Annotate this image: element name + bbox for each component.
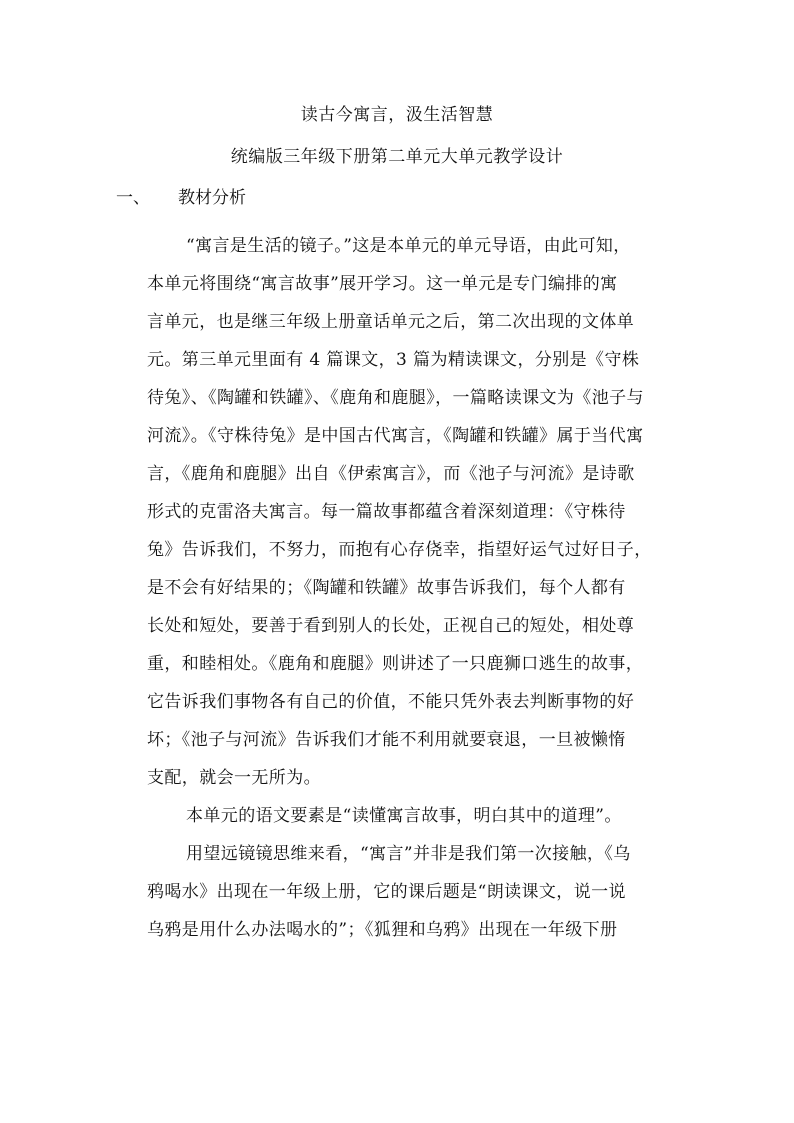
paragraph-line: 重，和睦相处。《鹿角和鹿腿》则讲述了一只鹿狮口逃生的故事， <box>147 654 644 674</box>
paragraph-line: 言单元，也是继三年级上册童话单元之后，第二次出现的文体单 <box>147 312 635 332</box>
paragraph-line: “寓言是生活的镜子。”这是本单元的单元导语，由此可知， <box>186 236 631 256</box>
paragraph-line: 本单元将围绕“寓言故事”展开学习。这一单元是专门编排的寓 <box>147 274 618 294</box>
paragraph-line: 元。第三单元里面有 4 篇课文，3 篇为精读课文，分别是《守株 <box>147 350 640 370</box>
paragraph-line: 言，《鹿角和鹿腿》出自《伊索寓言》，而《池子与河流》是诗歌 <box>147 464 635 484</box>
section-heading <box>116 188 246 208</box>
paragraph-line: 支配，就会一无所为。 <box>147 768 321 788</box>
paragraph-line: 坏；《池子与河流》告诉我们才能不利用就要衰退，一旦被懒惰 <box>147 730 626 750</box>
paragraph-line: 是不会有好结果的；《陶罐和铁罐》故事告诉我们，每个人都有 <box>147 578 626 598</box>
section-title: 教材分析 <box>178 188 246 208</box>
paragraph-line: 本单元的语文要素是“读懂寓言故事，明白其中的道理”。 <box>186 806 622 826</box>
paragraph-line: 乌鸦是用什么办法喝水的”；《狐狸和乌鸦》出现在一年级下册 <box>147 920 618 940</box>
paragraph-line: 河流》。《守株待兔》是中国古代寓言，《陶罐和铁罐》属于当代寓 <box>147 426 644 446</box>
paragraph-line: 鸦喝水》出现在一年级上册，它的课后题是“朗读课文，说一说 <box>147 882 626 902</box>
document-subtitle: 统编版三年级下册第二单元大单元教学设计 <box>230 147 564 167</box>
paragraph-line: 形式的克雷洛夫寓言。每一篇故事都蕴含着深刻道理：《守株待 <box>147 502 626 522</box>
paragraph-line: 用望远镜镜思维来看，“寓言”并非是我们第一次接触，《乌 <box>186 844 631 864</box>
section-number: 一、 <box>116 188 150 208</box>
paragraph-line: 兔》告诉我们，不努力，而抱有心存侥幸，指望好运气过好日子， <box>147 540 652 560</box>
paragraph-line: 它告诉我们事物各有自己的价值，不能只凭外表去判断事物的好 <box>147 692 635 712</box>
document-title: 读古今寓言，汲生活智慧 <box>300 105 494 125</box>
paragraph-line: 长处和短处，要善于看到别人的长处，正视自己的短处，相处尊 <box>147 616 635 636</box>
paragraph-line: 待兔》、《陶罐和铁罐》、《鹿角和鹿腿》，一篇略读课文为《池子与 <box>147 388 644 408</box>
